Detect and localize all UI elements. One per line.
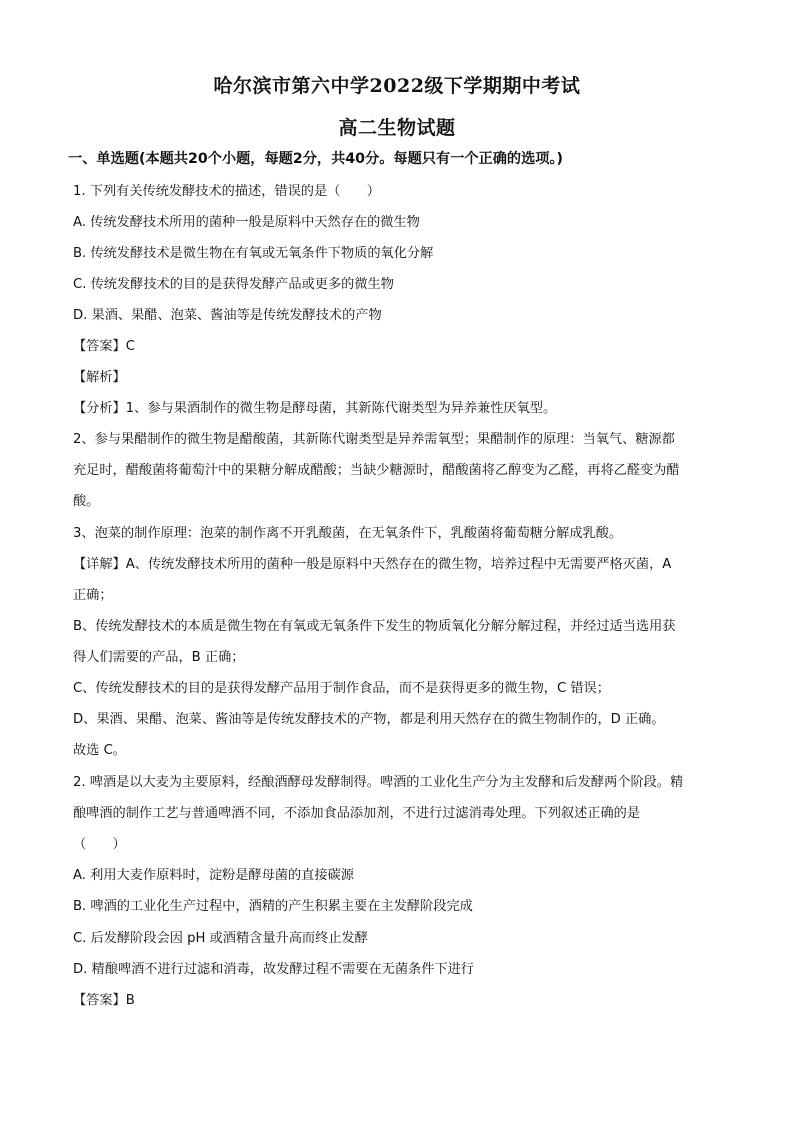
analysis-line: 3、泡菜的制作原理：泡菜的制作离不开乳酸菌，在无氧条件下，乳酸菌将葡萄糖分解成乳酸。	[73, 526, 623, 541]
question-1-answer	[73, 338, 135, 356]
analysis-line: 【详解】A、传统发酵技术所用的菌种一般是原料中天然存在的微生物，培养过程中无需要严格灭菌，A	[73, 557, 672, 572]
analysis-line: 2、参与果醋制作的微生物是醋酸菌，其新陈代谢类型是异养需氧型；果醋制作的原理：当氧气、糖源都	[73, 432, 675, 447]
question-1-option-d: D. 果酒、果醋、泡菜、酱油等是传统发酵技术的产物	[73, 308, 382, 323]
question-2-option-c: C. 后发酵阶段会因 pH 或酒精含量升高而终止发酵	[73, 931, 368, 946]
analysis-line: 得人们需要的产品，B 正确；	[73, 650, 245, 665]
exam-subtitle: 高二生物试题	[338, 117, 456, 139]
answer-value: C	[125, 339, 135, 354]
question-1-option-c: C. 传统发酵技术的目的是获得发酵产品或更多的微生物	[73, 277, 394, 292]
analysis-line: B、传统发酵技术的本质是微生物在有氧或无氧条件下发生的物质氧化分解分解过程，并经过适当选用获	[73, 619, 676, 634]
question-2-option-b: B. 啤酒的工业化生产过程中，酒精的产生积累主要在主发酵阶段完成	[73, 899, 473, 914]
question-1-analysis-label: 【解析】	[73, 370, 126, 385]
question-2-stem-line: 酿啤酒的制作工艺与普通啤酒不同，不添加食品添加剂，不进行过滤消毒处理。下列叙述正确的是	[73, 806, 641, 821]
analysis-line: 充足时，醋酸菌将葡萄汁中的果糖分解成醋酸；当缺少糖源时，醋酸菌将乙醇变为乙醛，再将乙醛变为醋	[73, 463, 680, 478]
analysis-line: 正确；	[73, 588, 113, 603]
question-2-option-d: D. 精酿啤酒不进行过滤和消毒，故发酵过程不需要在无菌条件下进行	[73, 962, 474, 977]
question-1-option-b: B. 传统发酵技术是微生物在有氧或无氧条件下物质的氧化分解	[73, 246, 434, 261]
answer-value: B	[125, 993, 135, 1008]
answer-label: 【答案】	[73, 339, 126, 354]
analysis-line: D、果酒、果醋、泡菜、酱油等是传统发酵技术的产物，都是利用天然存在的微生物制作的，D 正确。	[73, 712, 665, 727]
analysis-line: C、传统发酵技术的目的是获得发酵产品用于制作食品，而不是获得更多的微生物，C 错误；	[73, 681, 610, 696]
question-1-option-a: A. 传统发酵技术所用的菌种一般是原料中天然存在的微生物	[73, 215, 420, 230]
analysis-line: 酸。	[73, 494, 100, 509]
answer-label: 【答案】	[73, 993, 126, 1008]
section-heading: 一、单选题(本题共20个小题，每题2分，共40分。每题只有一个正确的选项。)	[68, 151, 564, 167]
question-2-answer	[73, 992, 135, 1010]
question-2-stem-line: 2. 啤酒是以大麦为主要原料，经酿酒酵母发酵制得。啤酒的工业化生产分为主发酵和后发酵两个阶段。精	[73, 775, 684, 790]
exam-title: 哈尔滨市第六中学2022级下学期期中考试	[213, 75, 581, 97]
analysis-line: 【分析】1、参与果酒制作的微生物是酵母菌，其新陈代谢类型为异养兼性厌氧型。	[73, 401, 557, 416]
question-2-stem-line: （ ）	[73, 837, 126, 852]
question-1-stem: 1. 下列有关传统发酵技术的描述，错误的是（ ）	[73, 184, 380, 199]
question-2-option-a: A. 利用大麦作原料时，淀粉是酵母菌的直接碳源	[73, 868, 354, 883]
analysis-line: 故选 C。	[73, 743, 126, 758]
